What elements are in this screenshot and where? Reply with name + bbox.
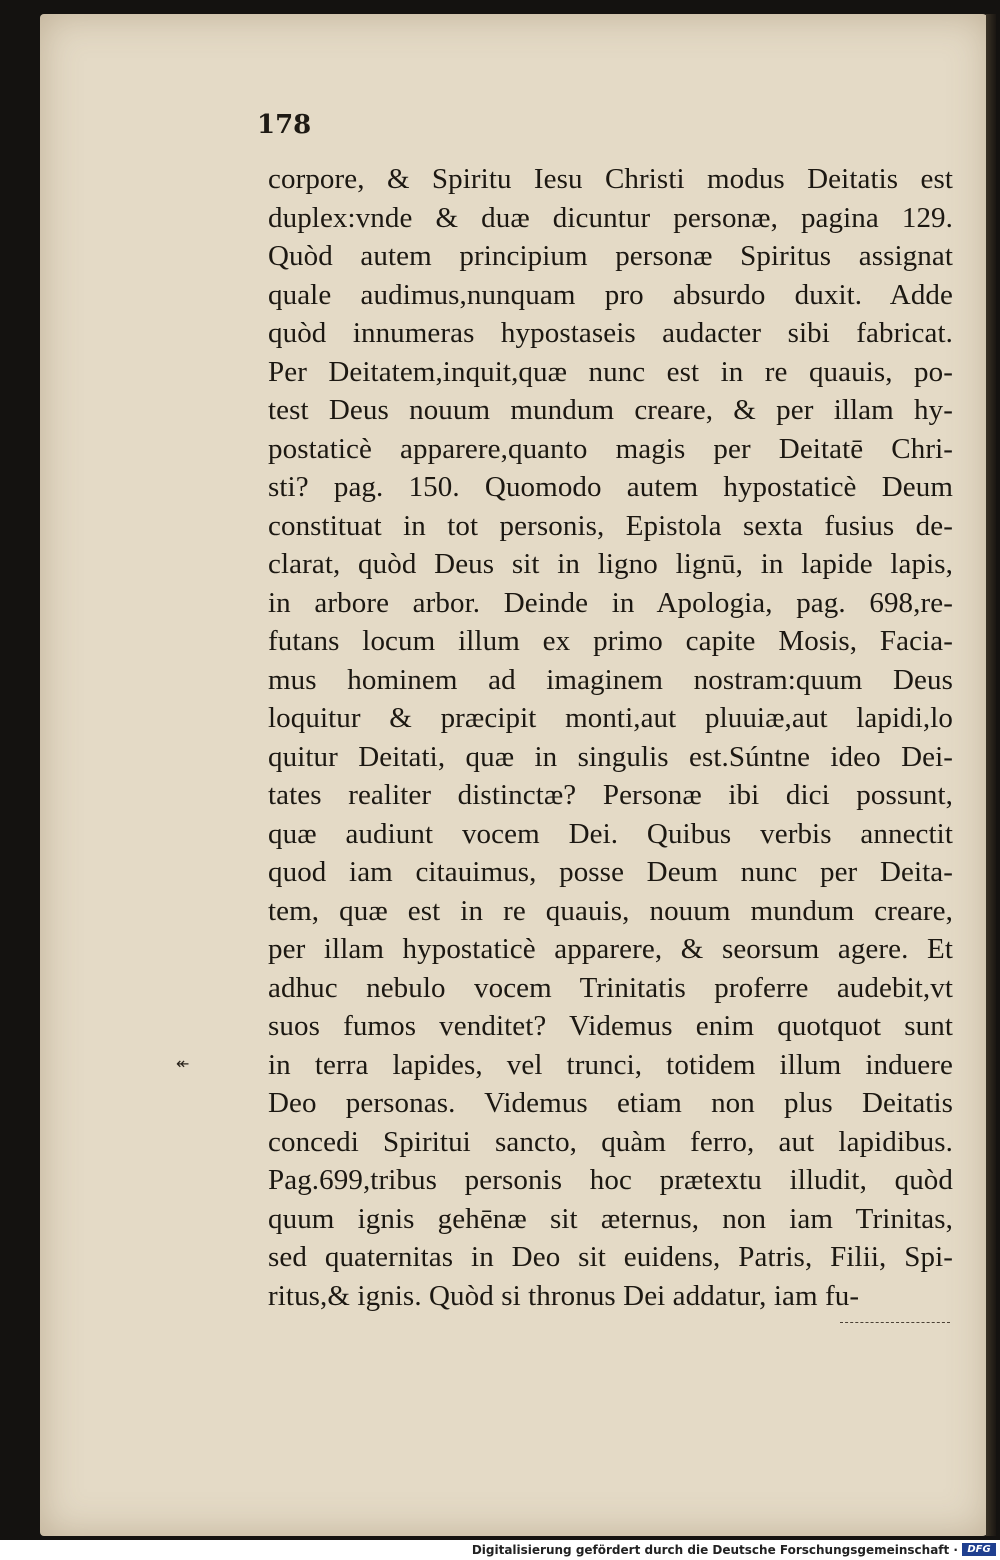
text-line: test Deus nouum mundum creare, & per illam hy- bbox=[268, 394, 953, 426]
text-line: quale audimus,nunquam pro absurdo duxit. Adde bbox=[268, 278, 953, 311]
text-line: per illam hypostaticè apparere, & seorsum agere. Et bbox=[268, 933, 953, 965]
text-line: clarat, quòd Deus sit in ligno lignū, in lapide lapis, bbox=[268, 548, 953, 580]
margin-mark: ↞ bbox=[176, 1054, 190, 1073]
text-line: quum ignis gehēnæ sit æternus, non iam Trinitas, bbox=[268, 1202, 953, 1235]
dfg-logo: DFG bbox=[962, 1543, 996, 1556]
text-line: suos fumos venditet? Videmus enim quotquot sunt bbox=[268, 1010, 953, 1042]
text-line: adhuc nebulo vocem Trinitatis proferre audebit,vt bbox=[268, 971, 953, 1004]
text-line: futans locum illum ex primo capite Mosis, Facia- bbox=[268, 625, 953, 657]
page-text bbox=[268, 160, 953, 1315]
text-line: mus hominem ad imaginem nostram:quum Deus bbox=[268, 663, 953, 696]
text-line: quæ audiunt vocem Dei. Quibus verbis annectit bbox=[268, 817, 953, 850]
page-number: 178 bbox=[257, 110, 312, 140]
text-line: sti? pag. 150. Quomodo autem hypostaticè Deum bbox=[268, 471, 953, 503]
text-line: tem, quæ est in re quauis, nouum mundum creare, bbox=[268, 894, 953, 927]
page-rule bbox=[840, 1322, 950, 1323]
funding-credit: Digitalisierung gefördert durch die Deutsche Forschungsgemeinschaft · bbox=[471, 1543, 958, 1557]
page-edge bbox=[986, 14, 996, 1536]
text-line: tates realiter distinctæ? Personæ ibi dici possunt, bbox=[268, 779, 953, 811]
text-line: Deo personas. Videmus etiam non plus Deitatis bbox=[268, 1087, 953, 1119]
text-line: loquitur & præcipit monti,aut pluuiæ,aut lapidi,lo bbox=[268, 702, 953, 734]
text-line: concedi Spiritui sancto, quàm ferro, aut lapidibus. bbox=[268, 1125, 953, 1158]
text-line: Quòd autem principium personæ Spiritus assignat bbox=[268, 240, 953, 272]
text-line: in arbore arbor. Deinde in Apologia, pag. 698,re- bbox=[268, 586, 953, 619]
text-line: constituat in tot personis, Epistola sexta fusius de- bbox=[268, 509, 953, 542]
text-line: in terra lapides, vel trunci, totidem illum induere bbox=[268, 1048, 953, 1081]
text-line: sed quaternitas in Deo sit euidens, Patris, Filii, Spi- bbox=[268, 1241, 953, 1273]
text-line: corpore, & Spiritu Iesu Christi modus Deitatis est bbox=[268, 163, 953, 195]
text-line: quitur Deitati, quæ in singulis est.Súntne ideo Dei- bbox=[268, 740, 953, 773]
text-line: postaticè apparere,quanto magis per Deitatē Chri- bbox=[268, 432, 953, 465]
text-line: quòd innumeras hypostaseis audacter sibi fabricat. bbox=[268, 317, 953, 349]
text-line: ritus,& ignis. Quòd si thronus Dei addatur, iam fu- bbox=[268, 1279, 860, 1312]
text-line: duplex:vnde & duæ dicuntur personæ, pagina 129. bbox=[268, 201, 953, 234]
text-line: quod iam citauimus, posse Deum nunc per Deita- bbox=[268, 856, 953, 888]
text-line: Per Deitatem,inquit,quæ nunc est in re quauis, po- bbox=[268, 355, 953, 388]
text-line: Pag.699,tribus personis hoc prætextu illudit, quòd bbox=[268, 1164, 953, 1196]
